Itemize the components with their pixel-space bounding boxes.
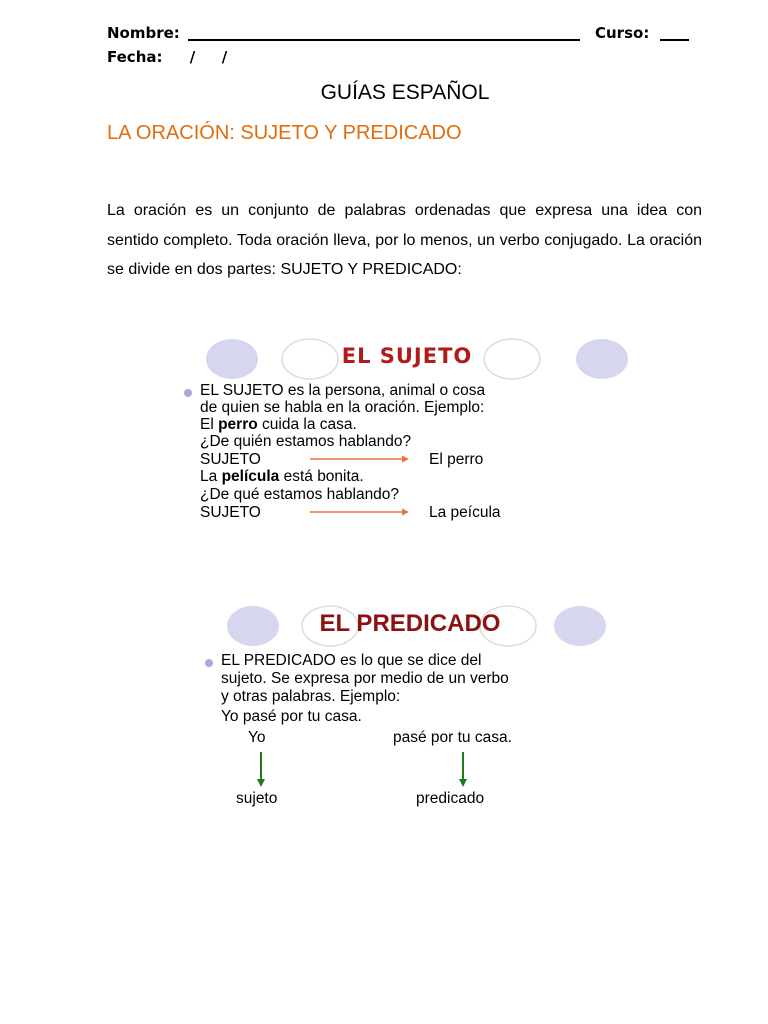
predicado-line: sujeto. Se expresa por medio de un verbo xyxy=(221,670,509,687)
decor-circle xyxy=(576,339,628,379)
sujeto-question: ¿De qué estamos hablando? xyxy=(200,486,400,503)
predicado-example: Yo pasé por tu casa. xyxy=(221,708,362,725)
fecha-row xyxy=(107,48,254,66)
intro-paragraph: La oración es un conjunto de palabras ordenadas que expresa una idea con sentido completo. Toda oración lleva, por lo menos, un verbo conjugado. La oración se divide en dos partes: SUJETO Y PREDICADO: xyxy=(107,202,702,278)
sujeto-answer: El perro xyxy=(429,451,484,468)
sujeto-line: EL SUJETO es la persona, animal o cosa xyxy=(200,382,486,399)
sujeto-answer: La peícula xyxy=(429,504,501,521)
decor-circle xyxy=(206,339,258,379)
page-subtitle: LA ORACIÓN: SUJETO Y PREDICADO xyxy=(107,122,462,144)
emphasized-word: película xyxy=(221,468,280,485)
text-fragment: cuida la casa. xyxy=(257,416,357,433)
sujeto-slide xyxy=(152,335,662,540)
sujeto-arrow-head xyxy=(402,456,409,463)
fecha-blanks xyxy=(190,48,254,66)
decor-circle xyxy=(227,606,279,646)
bullet-icon xyxy=(184,389,192,397)
curso-label: Curso: xyxy=(595,24,650,42)
predicado-example-sujeto: Yo xyxy=(248,729,266,746)
nombre-curso-row xyxy=(107,24,692,44)
text-fragment: El xyxy=(200,416,219,433)
label-predicado: predicado xyxy=(416,790,485,807)
nombre-blank-line xyxy=(188,39,580,41)
sujeto-arrow-head xyxy=(402,509,409,516)
predicado-example-predicado: pasé por tu casa. xyxy=(393,729,512,746)
sujeto-question: ¿De quién estamos hablando? xyxy=(200,433,412,450)
predicado-arrow-head xyxy=(257,779,265,787)
sujeto-example-line xyxy=(200,468,364,486)
predicado-line: y otras palabras. Ejemplo: xyxy=(221,688,401,705)
fecha-slash: / xyxy=(221,48,228,66)
sujeto-label: SUJETO xyxy=(200,504,261,521)
sujeto-heading: EL SUJETO xyxy=(341,344,473,368)
page-title: GUÍAS ESPAÑOL xyxy=(320,81,490,104)
curso-blank-line xyxy=(660,39,689,41)
fecha-label: Fecha: xyxy=(107,48,163,66)
sujeto-line: de quien se habla en la oración. Ejemplo: xyxy=(200,399,485,416)
sujeto-label: SUJETO xyxy=(200,451,261,468)
predicado-slide xyxy=(190,600,620,815)
text-fragment: está bonita. xyxy=(279,468,364,485)
decor-circle xyxy=(554,606,606,646)
label-sujeto: sujeto xyxy=(236,790,278,807)
nombre-label: Nombre: xyxy=(107,24,180,42)
predicado-heading: EL PREDICADO xyxy=(319,610,501,637)
fecha-slash: / xyxy=(189,48,196,66)
predicado-line: EL PREDICADO es lo que se dice del xyxy=(221,652,482,669)
sujeto-example-line xyxy=(200,416,357,434)
bullet-icon xyxy=(205,659,213,667)
emphasized-word: perro xyxy=(218,416,258,433)
predicado-arrow-head xyxy=(459,779,467,787)
text-fragment: La xyxy=(200,468,222,485)
